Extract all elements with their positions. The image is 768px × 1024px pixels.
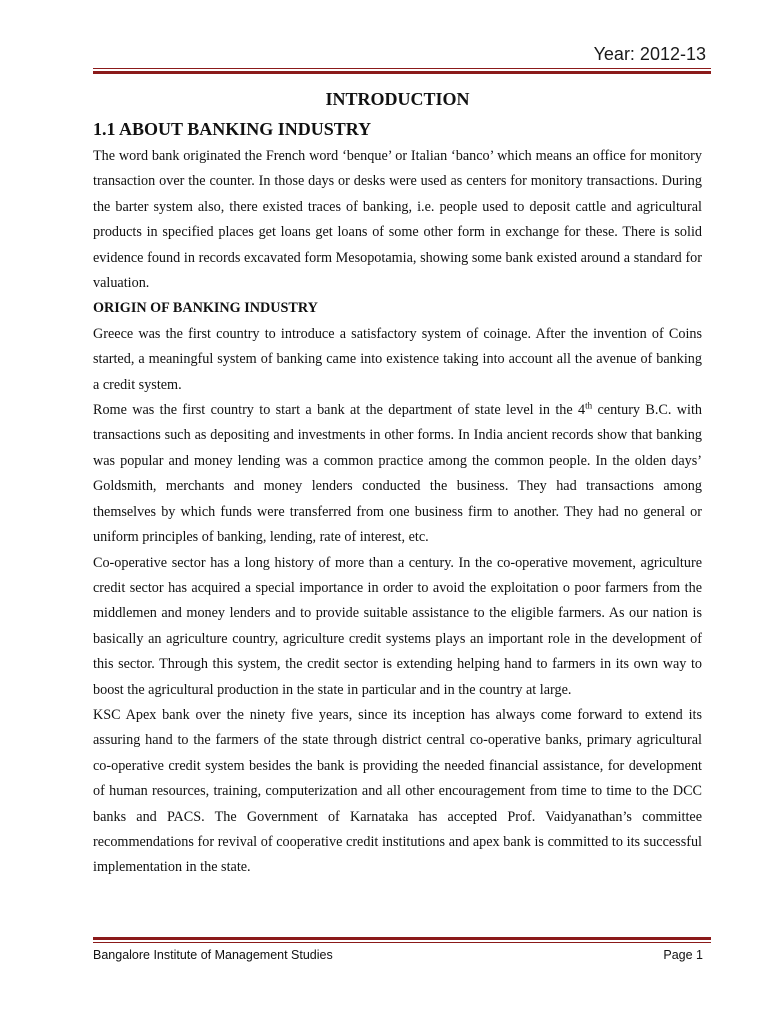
subheading: ORIGIN OF BANKING INDUSTRY (93, 300, 318, 317)
paragraph-2: Greece was the first country to introduce a satisfactory system of coinage. After the invention of Coins started, a meaningful system of banking came into existence taking into account all the avenue of banking a credit system. (93, 325, 702, 393)
paragraph-3 (93, 398, 702, 550)
header-year: Year: 2012-13 (593, 44, 706, 64)
page-title: INTRODUCTION (325, 89, 470, 109)
paragraph-5: KSC Apex bank over the ninety five years, since its inception has always come forward to extend its assuring hand to the farmers of the state through district central co-operative banks, primary agricultural co-operative credit system besides the bank is providing the needed financial assistance, for development of human resources, training, computerization and all other encouragement from time to time to the DCC banks and PACS. The Government of Karnataka has accepted Prof. Vaidyanathan’s committee recommendations for revival of cooperative credit institutions and apex bank is committed to its successful implementation in the state. (93, 706, 702, 876)
header-rule (93, 68, 711, 74)
section-heading: 1.1 ABOUT BANKING INDUSTRY (93, 119, 372, 139)
paragraph-1: The word bank originated the French word ‘benque’ or Italian ‘banco’ which means an office for monitory transaction over the counter. In those days or desks were used as centers for monitory transactions. During the barter system also, there existed traces of banking, i.e. people used to deposit cattle and agricultural products in specified places get loans get loans of some other form in exchange for these. There is solid evidence found in records excavated form Mesopotamia, showing some bank existed around a standard for valuation. (93, 148, 702, 292)
page-body (93, 86, 702, 881)
paragraph-3-part-a: Rome was the first country to start a bank at the department of state level in the 4 (93, 402, 586, 419)
footer-page-number: Page 1 (663, 948, 703, 962)
paragraph-4: Co-operative sector has a long history of more than a century. In the co-operative movement, agriculture credit sector has acquired a special importance in order to avoid the exploitation o poor farmers from the middlemen and money lenders and to provide suitable assistance to the eligible farmers. As our nation is basically an agriculture country, agriculture credit systems plays an important role in the development of this sector. Through this system, the credit sector is extending helping hand to farmers in its own way to boost the agricultural production in the state in particular and in the country at large. (93, 554, 702, 698)
footer-institute: Bangalore Institute of Management Studies (93, 948, 333, 962)
superscript-th: th (585, 400, 593, 411)
footer-rule (93, 937, 711, 943)
paragraph-3-part-b: century B.C. with transactions such as depositing and investments in other forms. In India ancient records show that banking was popular and money lending was a common practice among the common people. In the olden days’ Goldsmith, merchants and money lenders conducted the business. They had transactions among themselves by which funds were transferred from one business firm to another. They had no general or uniform principles of banking, lending, rate of interest, etc. (93, 402, 702, 546)
